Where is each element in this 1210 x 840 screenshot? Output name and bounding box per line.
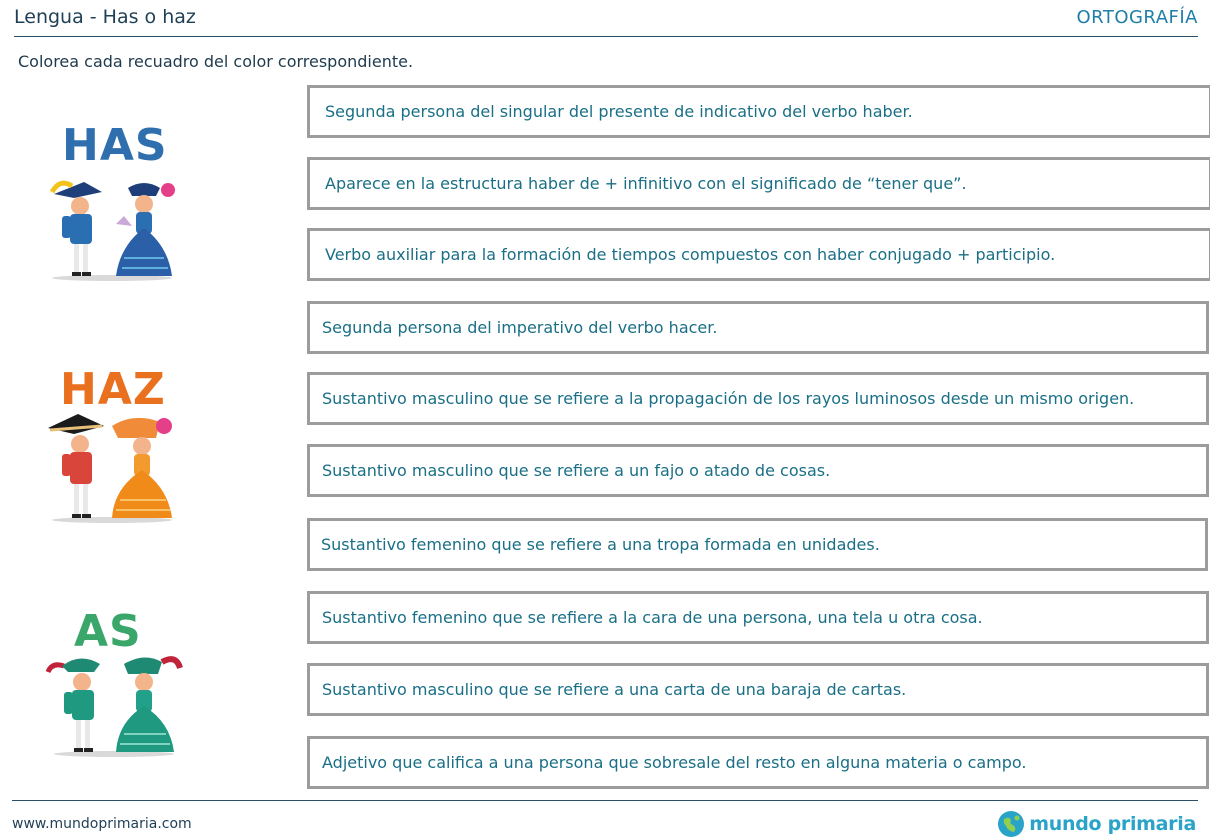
globe-icon	[997, 810, 1025, 838]
answer-box-4[interactable]: Segunda persona del imperativo del verbo hacer.	[307, 301, 1209, 354]
subject-label: ORTOGRAFÍA	[1076, 7, 1198, 28]
answer-box-5[interactable]: Sustantivo masculino que se refiere a la propagación de los rayos luminosos desde un mismo origen.	[307, 372, 1209, 425]
answer-box-10[interactable]: Adjetivo que califica a una persona que sobresale del resto en alguna materia o campo.	[307, 736, 1209, 789]
costume-couple-orange-illustration	[44, 412, 180, 524]
instruction-text: Colorea cada recuadro del color correspondiente.	[18, 52, 414, 71]
logo-text: mundo primaria	[1029, 813, 1196, 835]
worksheet-title: Lengua - Has o haz	[14, 6, 196, 28]
label-has: HAS	[62, 120, 168, 171]
footer-divider	[12, 800, 1198, 801]
answer-box-2[interactable]: Aparece en la estructura haber de + infinitivo con el significado de “tener que”.	[307, 157, 1210, 210]
answer-box-8[interactable]: Sustantivo femenino que se refiere a la cara de una persona, una tela u otra cosa.	[307, 591, 1209, 644]
header-divider	[14, 36, 1198, 37]
label-haz: HAZ	[60, 364, 166, 415]
mundo-primaria-logo[interactable]	[997, 810, 1196, 838]
answer-box-9[interactable]: Sustantivo masculino que se refiere a una carta de una baraja de cartas.	[307, 663, 1209, 716]
answer-box-3[interactable]: Verbo auxiliar para la formación de tiempos compuestos con haber conjugado + participio.	[307, 228, 1210, 281]
answer-box-1[interactable]: Segunda persona del singular del presente de indicativo del verbo haber.	[307, 85, 1210, 138]
answer-box-7[interactable]: Sustantivo femenino que se refiere a una tropa formada en unidades.	[307, 518, 1208, 571]
costume-couple-blue-illustration	[44, 172, 180, 282]
label-as: AS	[74, 606, 142, 657]
answer-box-6[interactable]: Sustantivo masculino que se refiere a un fajo o atado de cosas.	[307, 444, 1209, 497]
footer-url[interactable]: www.mundoprimaria.com	[12, 816, 192, 832]
costume-couple-green-illustration	[44, 650, 184, 758]
